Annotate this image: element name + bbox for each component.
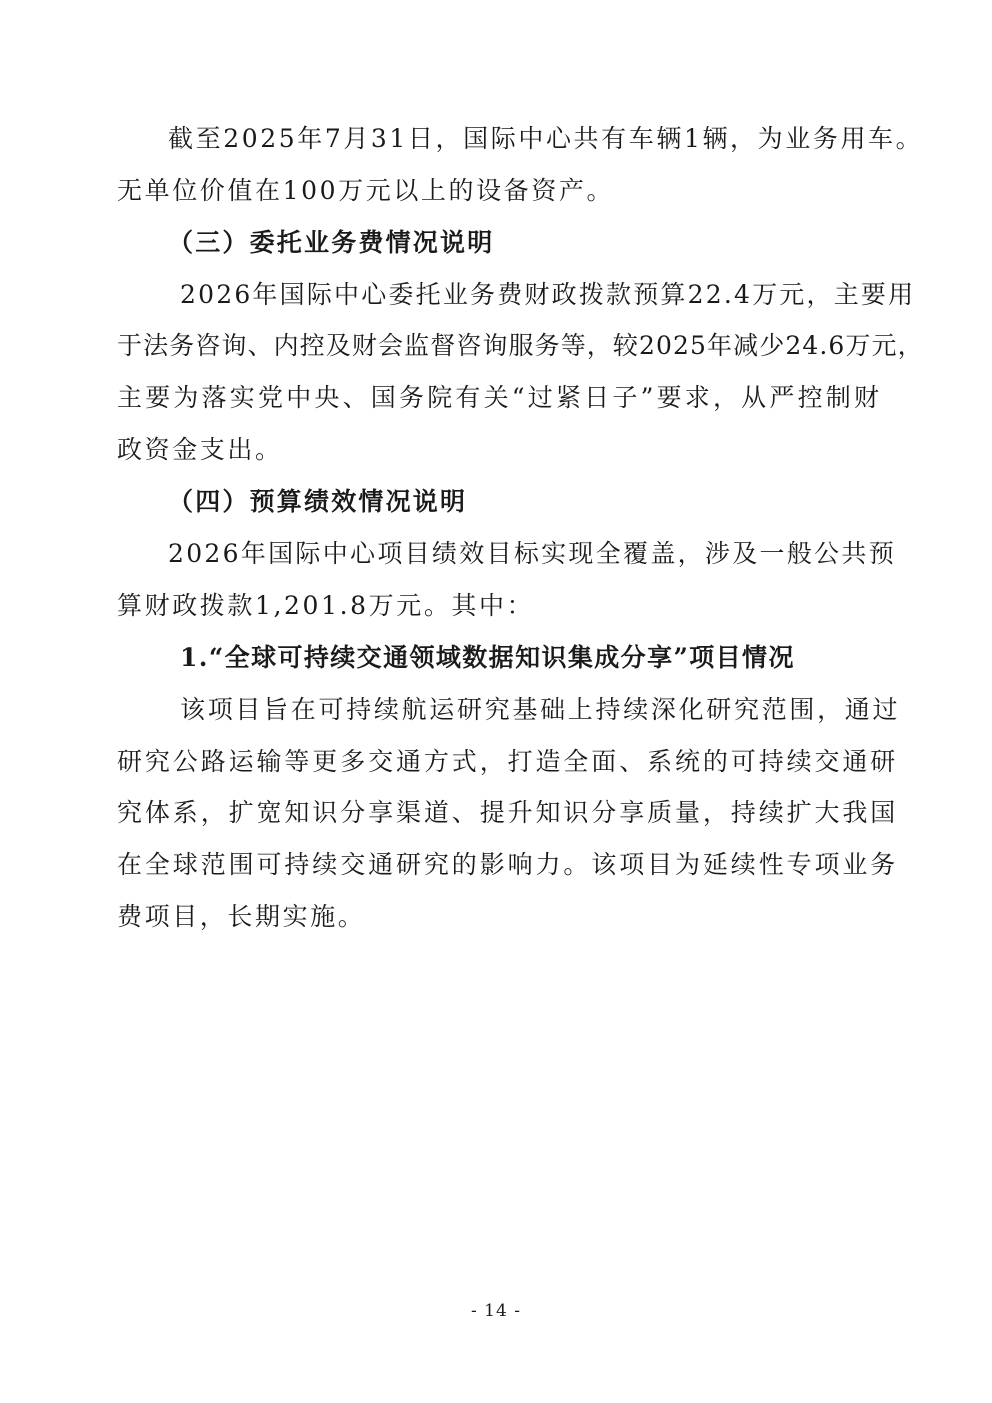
section-heading: （四）预算绩效情况说明 (168, 487, 468, 516)
paragraph-line: 在全球范围可持续交通研究的影响力。该项目为延续性专项业务 (117, 850, 899, 879)
paragraph-line: 2026年国际中心项目绩效目标实现全覆盖，涉及一般公共预 (168, 539, 897, 568)
paragraph-line: 该项目旨在可持续航运研究基础上持续深化研究范围，通过 (180, 695, 901, 724)
page-number: - 14 - (471, 1301, 521, 1321)
paragraph-line: 政资金支出。 (117, 435, 283, 464)
paragraph-line: 于法务咨询、内控及财会监督咨询服务等，较2025年减少24.6万元， (117, 331, 924, 360)
paragraph-line: 究体系，扩宽知识分享渠道、提升知识分享质量，持续扩大我国 (117, 798, 899, 827)
paragraph-line: 2026年国际中心委托业务费财政拨款预算22.4万元，主要用 (180, 280, 916, 309)
paragraph-line: 无单位价值在100万元以上的设备资产。 (117, 176, 615, 205)
paragraph-line: 截至2025年7月31日，国际中心共有车辆1辆，为业务用车。 (168, 124, 924, 153)
paragraph-line: 研究公路运输等更多交通方式，打造全面、系统的可持续交通研 (117, 747, 899, 776)
subsection-heading: 1.“全球可持续交通领域数据知识集成分享”项目情况 (180, 643, 795, 672)
paragraph-line: 费项目，长期实施。 (117, 902, 366, 931)
paragraph-line: 主要为落实党中央、国务院有关“过紧日子”要求，从严控制财 (117, 383, 883, 412)
section-heading: （三）委托业务费情况说明 (168, 228, 495, 257)
paragraph-line: 算财政拨款1,201.8万元。其中： (117, 591, 535, 620)
